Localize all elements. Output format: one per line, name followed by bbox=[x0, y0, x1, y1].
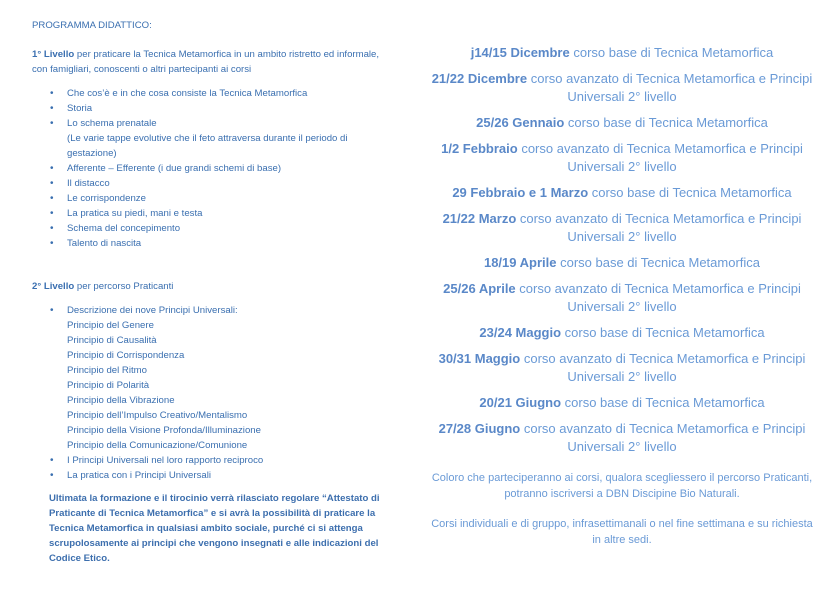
programma-heading: PROGRAMMA DIDATTICO: bbox=[32, 20, 152, 31]
event-description: corso avanzato di Tecnica Metamorfica e Principi Universali 2° livello bbox=[516, 211, 802, 244]
calendar-column bbox=[428, 44, 816, 548]
event-date: 18/19 Aprile bbox=[483, 255, 557, 270]
event-date: j14/15 Dicembre bbox=[470, 45, 570, 60]
principle-item: Principio di Polarità bbox=[67, 380, 150, 391]
list-item-text: Il distacco bbox=[67, 178, 110, 189]
level2-description: per percorso Praticanti bbox=[74, 281, 174, 292]
praticanti-note: Coloro che parteciperanno ai corsi, qualora scegliessero il percorso Praticanti, potranno iscriversi a DBN Discipine Bio Naturali. bbox=[431, 472, 813, 500]
event-date: 23/24 Maggio bbox=[479, 325, 562, 340]
level1-label: 1° Livello bbox=[32, 49, 75, 60]
event-item bbox=[428, 210, 816, 246]
list-item bbox=[67, 191, 392, 206]
event-item bbox=[428, 140, 816, 176]
event-description: corso avanzato di Tecnica Metamorfica e Principi Universali 2° livello bbox=[527, 71, 813, 104]
event-description: corso base di Tecnica Metamorfica bbox=[556, 255, 761, 270]
event-description: corso base di Tecnica Metamorfica bbox=[569, 45, 774, 60]
event-item bbox=[428, 324, 816, 342]
list-item bbox=[67, 221, 392, 236]
event-description: corso base di Tecnica Metamorfica bbox=[561, 325, 765, 340]
list-item-text: La pratica con i Principi Universali bbox=[67, 470, 211, 481]
level1-description: per praticare la Tecnica Metamorfica in un ambito ristretto ed informale, con famigliari, conoscenti o altri partecipanti ai corsi bbox=[32, 49, 380, 75]
corsi-note: Corsi individuali e di gruppo, infrasettimanali o nel fine settimana e su richiesta in altre sedi. bbox=[431, 518, 813, 546]
list-item bbox=[67, 161, 392, 176]
event-item bbox=[428, 350, 816, 386]
list-item bbox=[67, 101, 392, 116]
event-item bbox=[428, 394, 816, 412]
event-description: corso avanzato di Tecnica Metamorfica e Principi Universali 2° livello bbox=[520, 351, 806, 384]
principle-item: Principio della Visione Profonda/Illuminazione bbox=[67, 425, 261, 436]
principle-item: Principio del Genere bbox=[67, 320, 154, 331]
event-date: 25/26 Aprile bbox=[443, 281, 516, 296]
event-date: 25/26 Gennaio bbox=[476, 115, 565, 130]
event-item bbox=[428, 254, 816, 272]
list-item-text: Che cos’è e in che cosa consiste la Tecnica Metamorfica bbox=[67, 88, 308, 99]
list-item-text: Afferente – Efferente (i due grandi schemi di base) bbox=[67, 163, 282, 174]
level1-list bbox=[32, 86, 392, 251]
principle-item: Principio del Ritmo bbox=[67, 365, 147, 376]
level2-list bbox=[32, 303, 392, 483]
principle-item: Principio dell’Impulso Creativo/Mentalismo bbox=[67, 410, 248, 421]
principles-intro: Descrizione dei nove Principi Universali: bbox=[67, 305, 238, 316]
principle-item: Principio della Vibrazione bbox=[67, 395, 175, 406]
list-item-text: Schema del concepimento bbox=[67, 223, 181, 234]
event-description: corso base di Tecnica Metamorfica bbox=[564, 115, 768, 130]
event-description: corso avanzato di Tecnica Metamorfica e Principi Universali 2° livello bbox=[520, 421, 806, 454]
event-item bbox=[428, 44, 816, 62]
event-item bbox=[428, 70, 816, 106]
level2-title bbox=[32, 279, 392, 294]
list-item-text: Lo schema prenatale bbox=[67, 118, 157, 129]
list-item-text: Talento di nascita bbox=[67, 238, 142, 249]
event-item bbox=[428, 420, 816, 456]
list-item bbox=[67, 206, 392, 221]
list-item-text: Storia bbox=[67, 103, 93, 114]
list-item bbox=[67, 236, 392, 251]
event-item bbox=[428, 184, 816, 202]
event-description: corso avanzato di Tecnica Metamorfica e Principi Universali 2° livello bbox=[515, 281, 801, 314]
attestato-title: “Attestato di Praticante di Tecnica Metamorfica” bbox=[49, 493, 380, 519]
list-item bbox=[67, 468, 392, 483]
principle-item: Principio di Causalità bbox=[67, 335, 157, 346]
principle-item: Principio della Comunicazione/Comunione bbox=[67, 440, 248, 451]
event-date: 27/28 Giugno bbox=[438, 421, 521, 436]
list-item-text: I Principi Universali nel loro rapporto reciproco bbox=[67, 455, 264, 466]
event-item bbox=[428, 114, 816, 132]
final-text: Ultimata la formazione e il tirocinio verrà rilasciato regolare bbox=[49, 493, 322, 504]
event-item bbox=[428, 280, 816, 316]
final-text: . bbox=[107, 553, 110, 564]
event-description: corso avanzato di Tecnica Metamorfica e Principi Universali 2° livello bbox=[517, 141, 803, 174]
level2-label: 2° Livello bbox=[32, 281, 75, 292]
list-item-text: La pratica su piedi, mani e testa bbox=[67, 208, 203, 219]
final-text: e si avrà la possibilità di praticare la Tecnica Metamorfica in qualsiasi ambito sociale, purché ci si attenga scrupolosamente ai principi che vengono insegnati e alle indicazioni del bbox=[49, 508, 379, 549]
event-date: 1/2 Febbraio bbox=[441, 141, 518, 156]
principle-item: Principio di Corrispondenza bbox=[67, 350, 185, 361]
list-item bbox=[67, 303, 392, 453]
list-item bbox=[67, 86, 392, 101]
attestato-paragraph bbox=[49, 491, 381, 566]
programma-column bbox=[32, 18, 392, 566]
codice-etico: Codice Etico bbox=[49, 553, 108, 564]
list-item-text: Le corrispondenze bbox=[67, 193, 146, 204]
list-item-subtext: (Le varie tappe evolutive che il feto attraversa durante il periodo di gestazione) bbox=[67, 133, 348, 159]
event-date: 21/22 Marzo bbox=[442, 211, 517, 226]
event-date: 29 Febbraio e 1 Marzo bbox=[452, 185, 589, 200]
event-date: 21/22 Dicembre bbox=[431, 71, 528, 86]
event-description: corso base di Tecnica Metamorfica bbox=[588, 185, 792, 200]
event-date: 30/31 Maggio bbox=[438, 351, 521, 366]
list-item bbox=[67, 176, 392, 191]
event-description: corso base di Tecnica Metamorfica bbox=[561, 395, 765, 410]
level1-title bbox=[32, 47, 392, 77]
list-item bbox=[67, 453, 392, 468]
event-date: 20/21 Giugno bbox=[479, 395, 562, 410]
list-item bbox=[67, 116, 392, 161]
